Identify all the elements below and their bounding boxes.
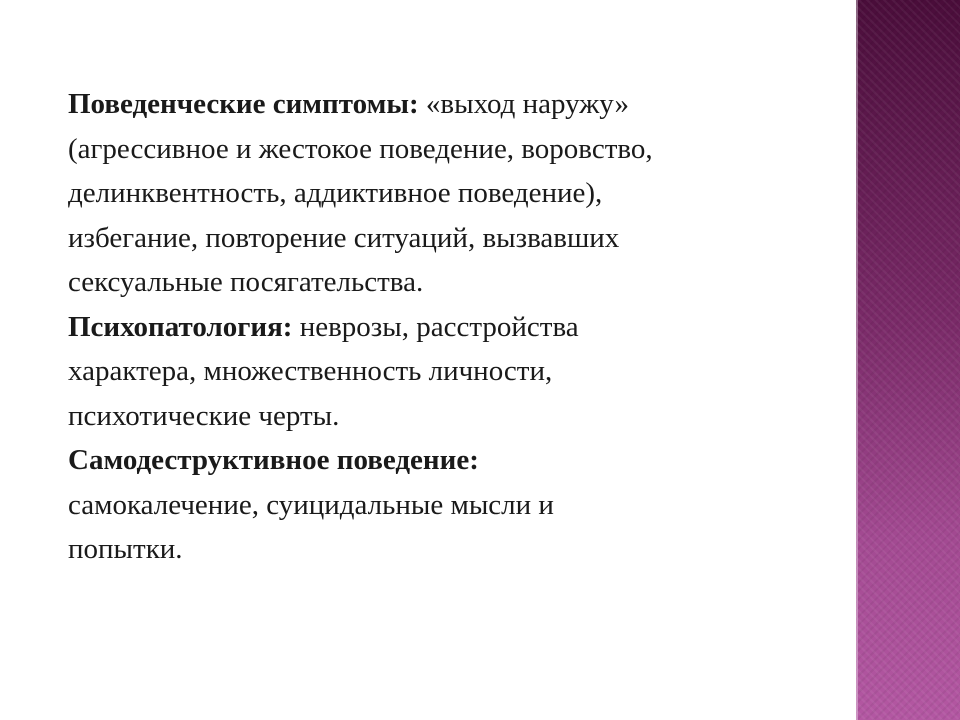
- text-line: психотические черты.: [68, 399, 340, 432]
- text-line: [68, 438, 818, 483]
- section-text: неврозы, расстройства: [292, 310, 579, 343]
- section-behavioral-symptoms: [68, 82, 818, 305]
- decorative-side-band: [856, 0, 960, 720]
- section-self-destructive-behavior: [68, 438, 818, 572]
- text-line: [68, 305, 818, 350]
- text-line: самокалечение, суицидальные мысли и: [68, 488, 554, 521]
- text-line: попытки.: [68, 533, 183, 565]
- band-edge: [856, 0, 858, 720]
- text-line: делинквентность, аддиктивное поведение),: [68, 177, 603, 209]
- text-line: [68, 82, 818, 127]
- section-text: «выход наружу»: [418, 88, 630, 120]
- slide-body: [68, 82, 818, 572]
- section-heading: Психопатология:: [68, 310, 293, 343]
- section-psychopathology: [68, 305, 818, 439]
- section-heading: Поведенческие симптомы:: [68, 88, 419, 120]
- section-heading: Самодеструктивное поведение:: [68, 444, 479, 476]
- text-line: сексуальные посягательства.: [68, 266, 424, 298]
- text-line: избегание, повторение ситуаций, вызвавших: [68, 221, 620, 254]
- text-line: характера, множественность личности,: [68, 355, 553, 387]
- text-line: (агрессивное и жестокое поведение, воровство,: [68, 132, 653, 165]
